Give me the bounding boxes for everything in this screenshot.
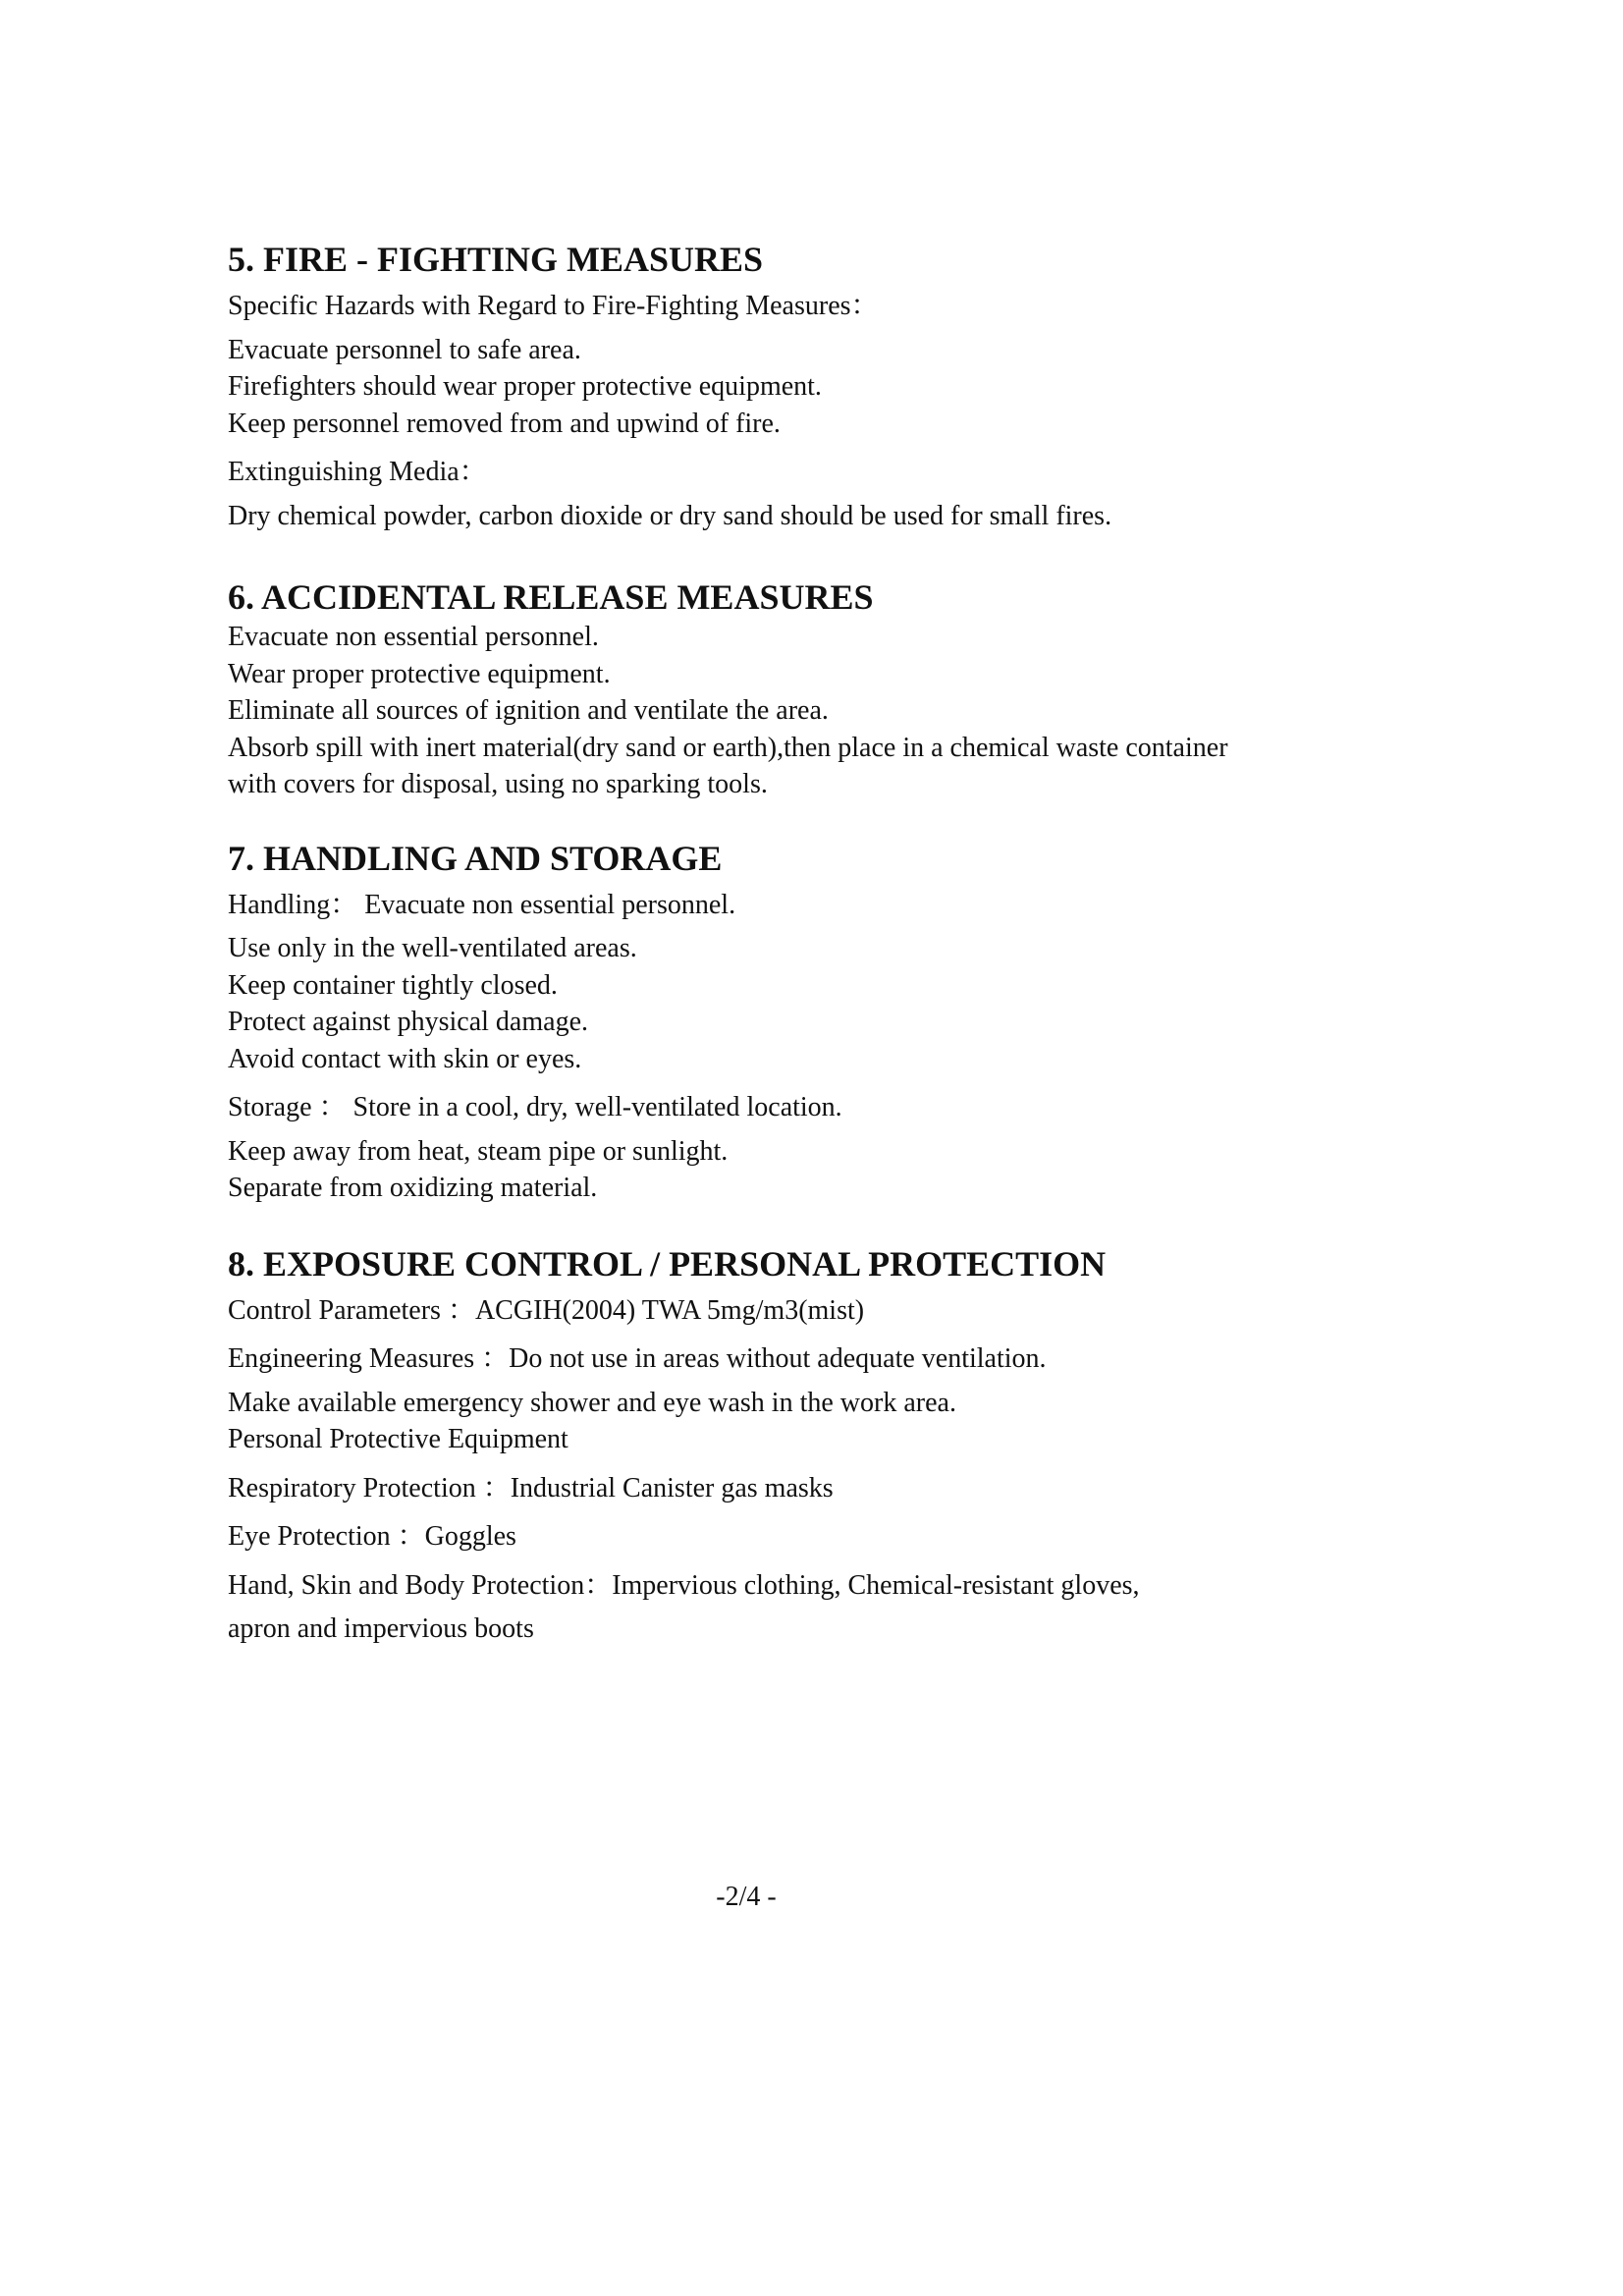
section-text-line: Firefighters should wear proper protective equipment. — [228, 371, 822, 402]
section-text-line: Control Parameters ：ACGIH(2004) TWA 5mg/m3(mist) — [228, 1294, 865, 1326]
section-text-line: Make available emergency shower and eye wash in the work area. — [228, 1387, 956, 1418]
section-handling-and-storage — [228, 837, 1455, 1207]
section-heading: 5. FIRE - FIGHTING MEASURES — [228, 240, 764, 279]
section-text-line: Engineering Measures ：Do not use in areas without adequate ventilation. — [228, 1343, 1047, 1374]
section-text-line: Dry chemical powder, carbon dioxide or dry sand should be used for small fires. — [228, 500, 1112, 531]
section-text-line: Hand, Skin and Body Protection：Impervious clothing, Chemical-resistant gloves, — [228, 1569, 1140, 1601]
document-content — [228, 238, 1455, 1648]
section-heading: 8. EXPOSURE CONTROL / PERSONAL PROTECTION — [228, 1243, 1107, 1284]
section-text-line: Keep personnel removed from and upwind of fire. — [228, 408, 781, 439]
section-text-line: Respiratory Protection ：Industrial Canister gas masks — [228, 1472, 834, 1503]
section-text-line: Evacuate non essential personnel. — [228, 622, 599, 652]
section-heading: 7. HANDLING AND STORAGE — [228, 838, 723, 878]
section-exposure-control — [228, 1242, 1455, 1648]
section-fire-fighting-measures — [228, 238, 1455, 534]
section-text-line: Protect against physical damage. — [228, 1007, 588, 1037]
section-text-line: Keep container tightly closed. — [228, 969, 558, 1001]
section-text-line: Handling： Evacuate non essential personnel. — [228, 889, 736, 920]
page-number: -2/4 - — [716, 1882, 777, 1912]
section-text-line: with covers for disposal, using no sparking tools. — [228, 769, 768, 799]
section-text-line: Eliminate all sources of ignition and ventilate the area. — [228, 695, 829, 726]
section-text-line: Storage ： Store in a cool, dry, well-ventilated location. — [228, 1092, 842, 1122]
section-text-line: Avoid contact with skin or eyes. — [228, 1043, 582, 1074]
section-text-line: Personal Protective Equipment — [228, 1424, 568, 1454]
section-accidental-release-measures — [228, 575, 1455, 803]
section-text-line: Specific Hazards with Regard to Fire-Fighting Measures： — [228, 291, 879, 321]
section-text-line: Use only in the well-ventilated areas. — [228, 933, 637, 963]
section-text-line: apron and impervious boots — [228, 1613, 534, 1644]
section-text-line: Separate from oxidizing material. — [228, 1173, 598, 1203]
section-text-line: Evacuate personnel to safe area. — [228, 334, 581, 365]
section-text-line: Extinguishing Media： — [228, 457, 487, 487]
section-text-line: Eye Protection ：Goggles — [228, 1521, 516, 1552]
section-text-line: Keep away from heat, steam pipe or sunlight. — [228, 1135, 729, 1167]
section-text-line: Wear proper protective equipment. — [228, 658, 611, 689]
section-heading: 6. ACCIDENTAL RELEASE MEASURES — [228, 577, 874, 617]
section-text-line: Absorb spill with inert material(dry sand or earth),then place in a chemical waste container — [228, 732, 1228, 763]
